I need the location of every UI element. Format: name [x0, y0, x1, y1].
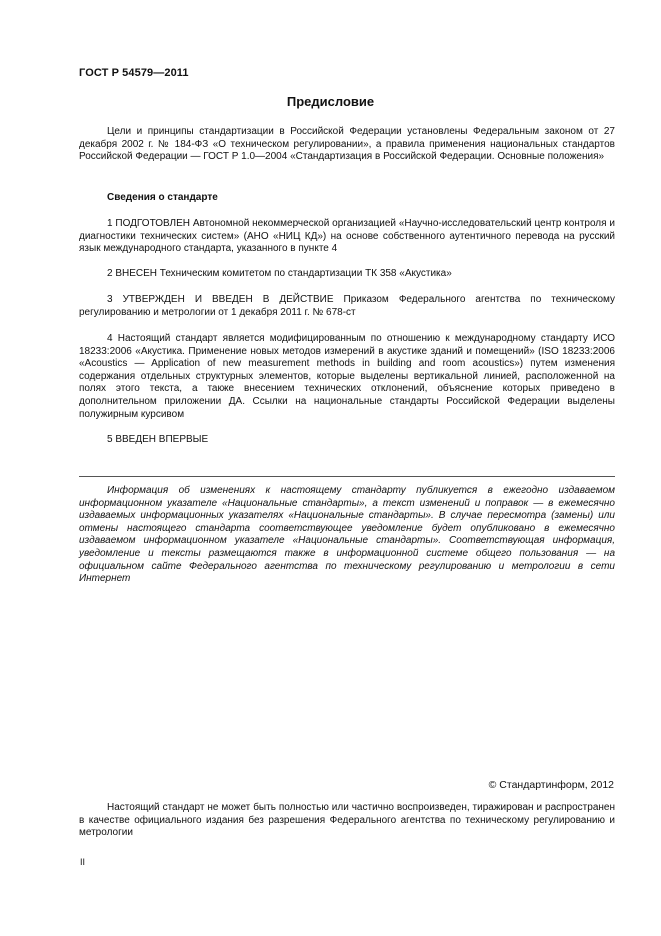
- notice-paragraph: Информация об изменениях к настоящему стандарту публикуется в ежегодно издаваемом информационном указателе «Национальные стандарты», а текст изменений и поправок — в ежемесячно издаваемых информационных указателях «Национальные стандарты». В случае пересмотра (замены) или отмены настоящего стандарта соответствующее уведомление будет опубликовано в ежемесячно издаваемом информационном указателе «Национальные стандарты». Соответствующая информация, уведомление и тексты размещаются также в информационной системе общего пользования — на официальном сайте Федерального агентства по техническому регулированию и метрологии в сети Интернет: [79, 485, 615, 585]
- item-5-paragraph: 5 ВВЕДЕН ВПЕРВЫЕ: [107, 434, 209, 445]
- item-4-paragraph: 4 Настоящий стандарт является модифицированным по отношению к международному стандарту ИСО 18233:2006 «Акустика. Применение новых методов измерений в акустике зданий и помещений» (ISO 18233:2006 «Acoustics — Application of new measurement methods in building and room acoustics») путем изменения содержания отдельных структурных элементов, которые выделены вертикальной линией, расположенной на полях этого текста, а также внесением технических отклонений, объяснение которых приведено в дополнительном приложении ДА. Ссылки на национальные стандарты Российской Федерации выделены полужирным курсивом: [79, 333, 615, 420]
- item-1-paragraph: 1 ПОДГОТОВЛЕН Автономной некоммерческой организацией «Научно-исследовательский центр контроля и диагностики технических систем» (АНО «НИЦ КД») на основе собственного аутентичного перевода на русский язык международного стандарта, указанного в пункте 4: [79, 218, 615, 255]
- rights-paragraph: Настоящий стандарт не может быть полностью или частично воспроизведен, тиражирован и распространен в качестве официального издания без разрешения Федерального агентства по техническому регулированию и метрологии: [79, 802, 615, 839]
- info-heading: Сведения о стандарте: [107, 192, 218, 203]
- page-number: II: [80, 857, 86, 867]
- page-title: Предисловие: [286, 94, 375, 109]
- copyright-notice: © Стандартинформ, 2012: [488, 779, 614, 791]
- item-3-paragraph: 3 УТВЕРЖДЕН И ВВЕДЕН В ДЕЙСТВИЕ Приказом Федерального агентства по техническому регулированию и метрологии от 1 декабря 2011 г. № 678-ст: [79, 294, 615, 318]
- item-2-paragraph: 2 ВНЕСЕН Техническим комитетом по стандартизации ТК 358 «Акустика»: [107, 268, 452, 279]
- separator-line: [79, 476, 615, 477]
- intro-paragraph: Цели и принципы стандартизации в Российской Федерации установлены Федеральным законом от 27 декабря 2002 г. № 184-ФЗ «О техническом регулировании», а правила применения национальных стандартов Российской Федерации — ГОСТ Р 1.0—2004 «Стандартизация в Российской Федерации. Основные положения»: [79, 126, 615, 163]
- document-header: ГОСТ Р 54579—2011: [79, 67, 189, 79]
